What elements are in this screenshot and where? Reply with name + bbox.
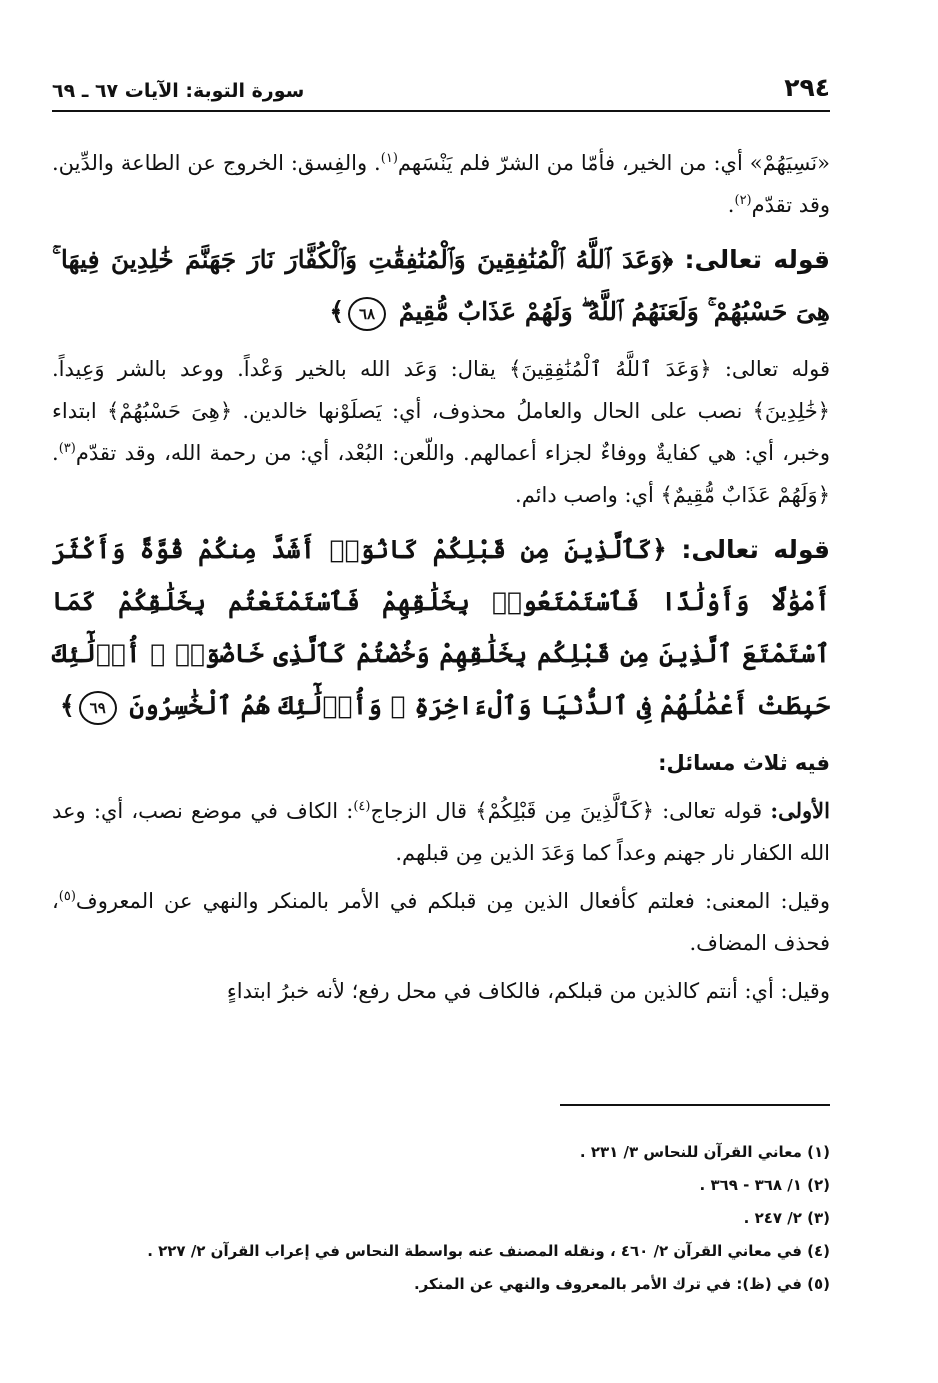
issue-label: الأولى:	[770, 798, 830, 823]
paragraph-text: قوله تعالى: ﴿كَٱلَّذِينَ مِن قَبْلِكُمْ﴾ قال الزجاج	[370, 799, 763, 823]
header-rule	[52, 110, 830, 112]
paragraph-text: قوله تعالى: ﴿وَعَدَ ٱللَّهُ ٱلْمُنَٰفِقِينَ﴾ يقال: وَعَد الله بالخير وَعْداً. ووعد بالشر وَعِيداً. ﴿خَٰلِدِينَ﴾ نصب على الحال والعاملُ محذوف، أي: يَصلَوْنها خالدين. ﴿هِىَ حَسْبُهُمْ﴾ ابتداء وخبر، أي: هي كفايةٌ ووفاءٌ لجزاء أعمالهم. واللّعن: البُعْد، أي: من رحمة الله، وقد تقدّم	[52, 357, 830, 465]
verse-68	[52, 234, 830, 338]
footnote-ref: (١)	[380, 151, 398, 166]
paragraph-text: . ﴿وَلَهُمْ عَذَابٌ مُّقِيمٌ﴾ أي: واصب دائم.	[52, 441, 830, 507]
verse-text: ﴿وَعَدَ ٱللَّهُ ٱلْمُنَٰفِقِينَ وَٱلْمُنَٰفِقَٰتِ وَٱلْكُفَّارَ نَارَ جَهَنَّمَ خَٰلِدِينَ فِيهَا ۚ هِىَ حَسْبُهُمْ ۚ وَلَعَنَهُمُ ٱللَّهُ ۖ وَلَهُمْ عَذَابٌ مُّقِيمٌ	[52, 245, 830, 326]
paragraph-text: «نَسِيَهُمْ» أي: من الخير، فأمّا من الشرّ فلم يَنْسَهم	[397, 151, 831, 175]
footnote-3: (٣) ٢/ ٢٤٧ .	[743, 1209, 830, 1227]
paragraph-intro	[52, 142, 830, 226]
paragraph-alt-parse: وقيل: أي: أنتم كالذين من قبلكم، فالكاف في محل رفع؛ لأنه خبرُ ابتداءٍ	[226, 979, 830, 1003]
verse-lead: قوله تعالى:	[681, 535, 830, 564]
paragraph-first-issue	[52, 790, 830, 874]
verse-69	[52, 524, 830, 732]
footnote-ref: (٥)	[58, 889, 76, 904]
verse-close-bracket: ﴾	[329, 297, 344, 326]
footnote-4: (٤) في معاني القرآن ٢/ ٤٦٠ ، ونقله المصنف عنه بواسطة النحاس في إعراب القرآن ٢/ ٢٢٧ .	[147, 1242, 830, 1260]
surah-title: سورة التوبة: الآيات ٦٧ ـ ٦٩	[52, 80, 305, 102]
footnote-rule	[560, 1104, 830, 1106]
paragraph-text: وقيل: المعنى: فعلتم كأفعال الذين مِن قبلكم في الأمر بالمنكر والنهي عن المعروف	[75, 889, 830, 913]
verse-text: ﴿كَٱلَّذِينَ مِن قَبْلِكُمْ كَانُوٓا۟ أَشَدَّ مِنكُمْ قُوَّةً وَأَكْثَرَ أَمْوَٰلًا وَأَوْلَٰدًا فَٱسْتَمْتَعُوا۟ بِخَلَٰقِهِمْ فَٱسْتَمْتَعْتُم بِخَلَٰقِكُمْ كَمَا ٱسْتَمْتَعَ ٱلَّذِينَ مِن قَبْلِكُم بِخَلَٰقِهِمْ وَخُضْتُمْ كَٱلَّذِى خَاضُوٓا۟ ۚ أُو۟لَٰٓئِكَ حَبِطَتْ أَعْمَٰلُهُمْ فِى ٱلدُّنْيَا وَٱلْءَاخِرَةِ ۖ وَأُو۟لَٰٓئِكَ هُمُ ٱلْخَٰسِرُونَ	[52, 535, 830, 720]
footnote-ref: (٤)	[353, 799, 371, 814]
paragraph-text: .	[727, 193, 735, 217]
paragraph-alt-meaning	[52, 880, 830, 964]
paragraph-text: ، فحذف المضاف.	[52, 889, 830, 955]
verse-close-bracket: ﴾	[60, 691, 75, 720]
section-heading: فيه ثلاث مسائل:	[658, 751, 830, 775]
footnote-ref: (٣)	[58, 441, 76, 456]
paragraph-text: : الكاف في موضع نصب، أي: وعد الله الكفار نار جهنم وعداً كما وَعَدَ الذين مِن قبلهم.	[52, 799, 830, 865]
ayah-number-badge: ٦٩	[79, 691, 117, 725]
footnote-ref: (٢)	[734, 193, 752, 208]
verse-lead: قوله تعالى:	[684, 245, 830, 274]
paragraph-commentary-68	[52, 348, 830, 516]
footnote-1: (١) معاني القرآن للنحاس ٣/ ٢٣١ .	[579, 1143, 830, 1161]
footnote-2: (٢) ١/ ٣٦٨ - ٣٦٩ .	[699, 1176, 830, 1194]
footnotes	[52, 1136, 830, 1301]
paragraph-text: . والفِسق: الخروج عن الطاعة والدِّين. وقد تقدّم	[52, 151, 830, 217]
footnote-5: (٥) في (ظ): في ترك الأمر بالمعروف والنهي عن المنكر.	[413, 1275, 830, 1293]
running-header	[52, 68, 830, 102]
page-body	[52, 142, 830, 1018]
ayah-number-badge: ٦٨	[348, 297, 386, 331]
page-number: ٢٩٤	[784, 73, 830, 102]
